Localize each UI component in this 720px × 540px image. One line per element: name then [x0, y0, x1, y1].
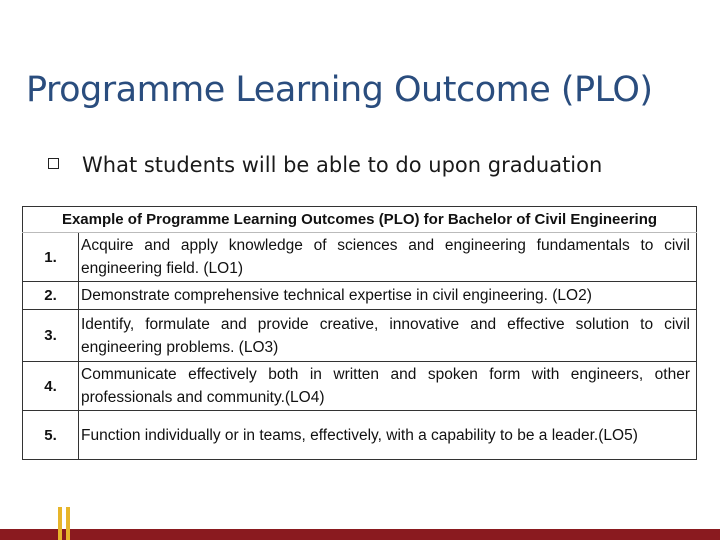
- table-header-cell: [23, 207, 697, 233]
- row-text: Acquire and apply knowledge of sciences and engineering fundamentals to civil engineering field. (LO1): [79, 233, 697, 282]
- hollow-square-bullet-icon: [48, 158, 59, 169]
- row-number: 4.: [23, 362, 79, 411]
- row-number: 5.: [23, 411, 79, 460]
- table-heading: Example of Programme Learning Outcomes (PLO) for Bachelor of Civil Engineering: [61, 211, 658, 228]
- accent-stripe: [66, 507, 70, 540]
- row-number: 3.: [23, 310, 79, 362]
- table-row: [23, 310, 697, 362]
- row-number: 1.: [23, 233, 79, 282]
- table-row: [23, 282, 697, 310]
- table-row: [23, 411, 697, 460]
- row-text: Demonstrate comprehensive technical expertise in civil engineering. (LO2): [79, 282, 697, 310]
- row-text: Identify, formulate and provide creative, innovative and effective solution to civil engineering problems. (LO3): [79, 310, 697, 362]
- table-row: [23, 362, 697, 411]
- row-text: Communicate effectively both in written and spoken form with engineers, other professionals and community.(LO4): [79, 362, 697, 411]
- plo-table: [22, 206, 697, 460]
- table-row: [23, 233, 697, 282]
- slide-title: Programme Learning Outcome (PLO): [26, 70, 653, 110]
- accent-stripe: [58, 507, 62, 540]
- row-number: 2.: [23, 282, 79, 310]
- row-text: Function individually or in teams, effectively, with a capability to be a leader.(LO5): [79, 411, 697, 460]
- bullet-text: What students will be able to do upon graduation: [82, 153, 603, 177]
- footer-bar: [0, 529, 720, 540]
- table-header-row: [23, 207, 697, 233]
